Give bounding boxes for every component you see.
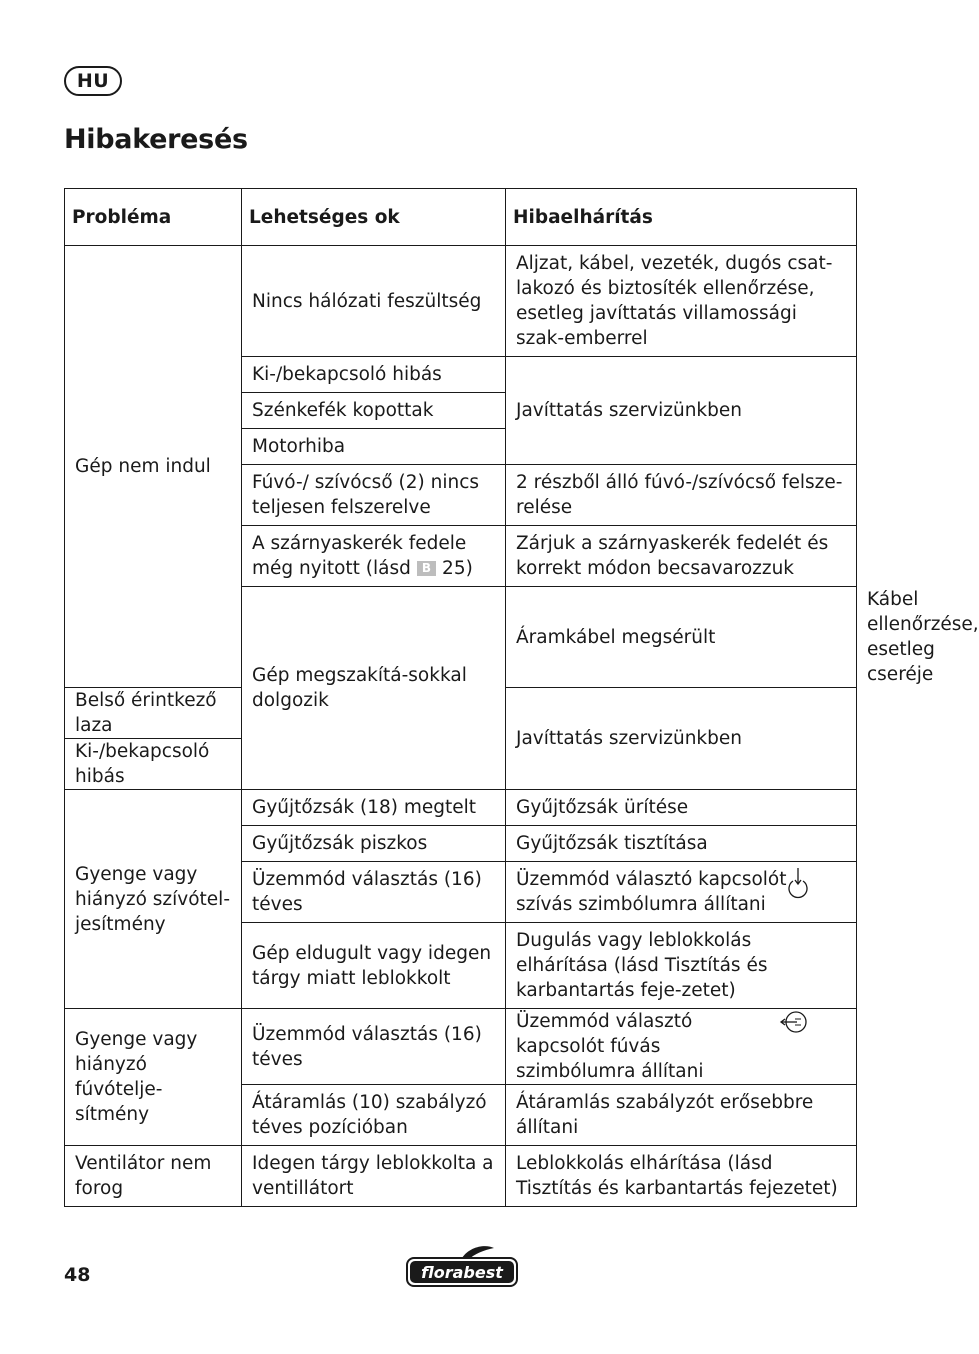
figure-b-label: B: [417, 561, 436, 576]
table-row: Gép megszakítá-sokkal dolgozik Áramkábel megsérült Kábel ellenőrzése, esetleg cseréje: [65, 587, 857, 688]
brand-logo-text: florabest: [421, 1263, 503, 1282]
header-problem: Probléma: [65, 189, 242, 246]
table-row: [65, 790, 857, 826]
table-row: [65, 1009, 857, 1085]
remedy-cell: Leblokkolás elhárítása (lásd Tisztítás és karbantartás fejezetet): [506, 1146, 857, 1207]
brand-logo: [404, 1244, 520, 1290]
cause-cell: Gyűjtőzsák (18) megtelt: [242, 790, 506, 826]
remedy-cell: Zárjuk a szárnyaskerék fedelét és korrekt módon becsavarozzuk: [506, 526, 857, 587]
remedy-cell: Javíttatás szervizünkben: [506, 688, 857, 790]
remedy-cell: Javíttatás szervizünkben: [506, 357, 857, 465]
language-badge: [64, 66, 122, 96]
suction-mode-icon: [787, 867, 809, 908]
cause-cell: Ki-/bekapcsoló hibás: [242, 357, 506, 393]
remedy-text: Üzemmód választó kapcsolót szívás szimbólumra állítani: [516, 869, 787, 915]
cause-cell: Fúvó-/ szívócső (2) nincs teljesen felszerelve: [242, 465, 506, 526]
cause-text: A szárnyaskerék fedele még nyitott (lásd: [252, 533, 467, 579]
cause-cell: Ki-/bekapcsoló hibás: [65, 739, 242, 790]
page-title: Hibakeresés: [64, 124, 248, 155]
cause-cell: Belső érintkező laza: [65, 688, 242, 739]
header-remedy: Hibaelhárítás: [506, 189, 857, 246]
problem-cell: Gyenge vagy hiányzó szívótel-jesítmény: [65, 790, 242, 1009]
table-header-row: [65, 189, 857, 246]
header-cause: Lehetséges ok: [242, 189, 506, 246]
remedy-cell: Átáramlás szabályzót erősebbre állítani: [506, 1085, 857, 1146]
remedy-cell: [506, 862, 857, 923]
problem-cell: Gyenge vagy hiányzó fúvótelje-sítmény: [65, 1009, 242, 1146]
problem-cell: Ventilátor nem forog: [65, 1146, 242, 1207]
remedy-text: Üzemmód választó kapcsolót fúvás szimbólumra állítani: [516, 1011, 704, 1082]
cause-cell: Üzemmód választás (16) téves: [242, 1009, 506, 1085]
cause-cell: Motorhiba: [242, 429, 506, 465]
remedy-cell: Dugulás vagy leblokkolás elhárítása (lásd Tisztítás és karbantartás feje-zetet): [506, 923, 857, 1009]
blow-mode-icon: [779, 1009, 809, 1042]
remedy-cell: Aljzat, kábel, vezeték, dugós csat-lakozó és biztosíték ellenőrzése, esetleg javíttatás villamossági szak-emberrel: [506, 246, 857, 357]
cause-cell: Gép eldugult vagy idegen tárgy miatt leblokkolt: [242, 923, 506, 1009]
remedy-cell: [506, 1009, 857, 1085]
cause-text-suffix: 25): [442, 558, 473, 579]
remedy-cell: Gyűjtőzsák tisztítása: [506, 826, 857, 862]
remedy-cell: Gyűjtőzsák ürítése: [506, 790, 857, 826]
table-row: [65, 246, 857, 357]
cause-cell: Átáramlás (10) szabályzó téves pozícióban: [242, 1085, 506, 1146]
cause-cell: Gyűjtőzsák piszkos: [242, 826, 506, 862]
cause-cell: Üzemmód választás (16) téves: [242, 862, 506, 923]
page-number: 48: [64, 1264, 91, 1286]
troubleshooting-table: [64, 188, 979, 1207]
table-row: [65, 1146, 857, 1207]
cause-cell: Idegen tárgy leblokkolta a ventillátort: [242, 1146, 506, 1207]
language-code: HU: [76, 70, 110, 92]
cause-cell: [242, 526, 506, 587]
problem-cell: Gép nem indul: [65, 246, 242, 688]
cause-cell: Szénkefék kopottak: [242, 393, 506, 429]
remedy-cell: 2 részből álló fúvó-/szívócső felsze-relése: [506, 465, 857, 526]
cause-cell: Áramkábel megsérült: [506, 587, 857, 688]
problem-cell: Gép megszakítá-sokkal dolgozik: [242, 587, 506, 790]
cause-cell: Nincs hálózati feszültség: [242, 246, 506, 357]
